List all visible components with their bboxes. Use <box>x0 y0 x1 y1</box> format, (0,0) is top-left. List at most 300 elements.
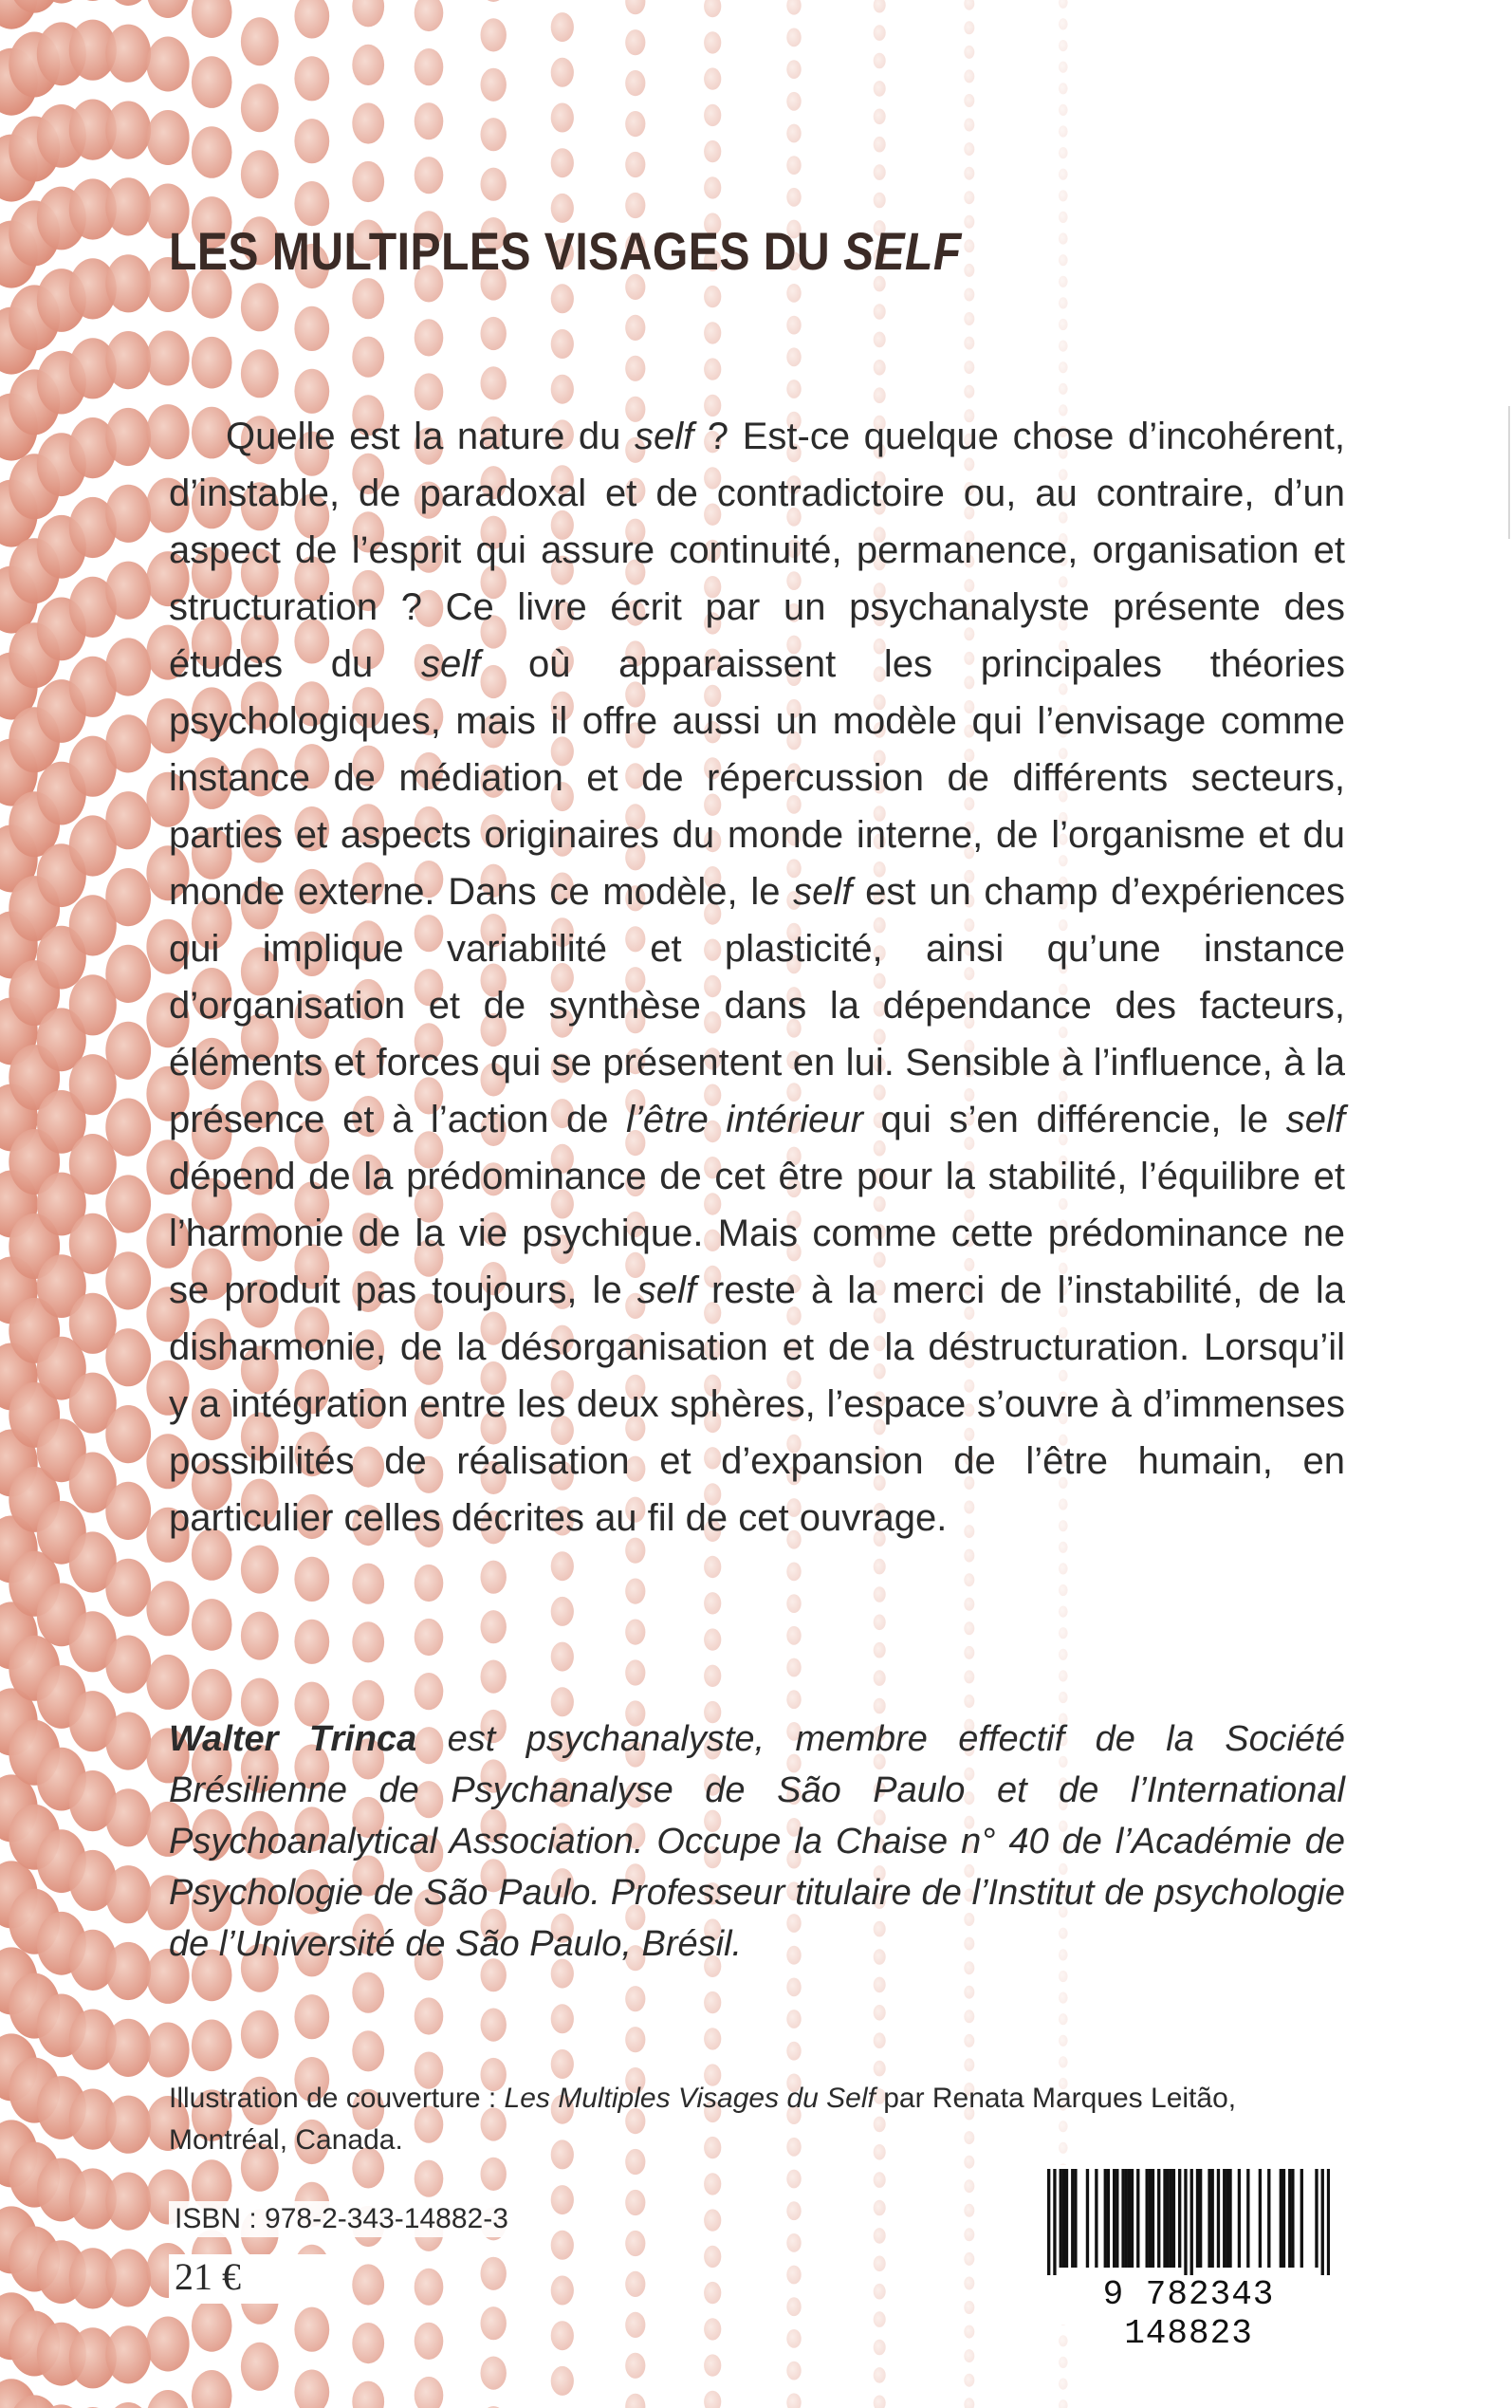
barcode-bar <box>1315 2169 1318 2268</box>
background-dot <box>1059 1992 1068 2004</box>
background-dot <box>786 92 801 111</box>
background-dot <box>551 284 574 313</box>
background-dot <box>105 1022 151 1080</box>
background-dot <box>551 1687 574 1716</box>
background-dot <box>964 2204 974 2217</box>
barcode-bar <box>1125 2169 1128 2268</box>
isbn: ISBN : 978-2-343-14882-3 <box>169 2201 514 2237</box>
barcode-bar <box>1238 2169 1241 2268</box>
background-dot <box>415 1619 444 1656</box>
barcode-bar <box>1267 2169 1270 2268</box>
background-dot <box>192 2300 232 2352</box>
background-dot <box>625 2312 645 2338</box>
background-dot <box>874 1977 886 1993</box>
background-dot <box>146 2317 189 2372</box>
background-dot <box>964 69 974 83</box>
background-dot <box>786 284 801 303</box>
background-dot <box>105 868 151 926</box>
background-dot <box>146 2023 189 2078</box>
barcode-bar <box>1327 2169 1330 2275</box>
background-dot <box>192 126 232 178</box>
background-dot <box>704 2028 721 2049</box>
barcode-bars <box>1047 2169 1330 2275</box>
background-dot <box>786 0 801 15</box>
summary-text <box>169 408 1345 1547</box>
background-dot <box>481 317 507 350</box>
background-dot <box>481 2158 507 2191</box>
background-dot <box>481 2257 507 2290</box>
background-dot <box>786 1626 801 1645</box>
barcode-digits: 9 782343 148823 <box>1102 2275 1275 2353</box>
background-dot <box>704 286 721 307</box>
background-dot <box>874 2256 886 2272</box>
background-dot <box>964 1549 974 1563</box>
background-dot <box>1059 169 1068 180</box>
summary-paragraph <box>169 408 1345 1547</box>
background-dot <box>105 408 151 466</box>
barcode-bar <box>1163 2169 1166 2268</box>
barcode-bar <box>1116 2169 1118 2268</box>
background-dot <box>704 1628 721 1650</box>
background-dot <box>1059 2357 1068 2368</box>
summary-segment: Quelle est la nature du <box>226 416 636 457</box>
background-dot <box>294 369 329 414</box>
summary-segment: où apparaissent les principales théories psychologiques, mais il offre aussi un modèle qui l’envisage comme instance de médiation et de répercussion de différents secteurs, parties et aspects originaires du monde interne, de l’organisme et du monde externe. Dans ce modèle, le <box>169 643 1345 913</box>
price: 21 € <box>169 2254 332 2304</box>
background-dot <box>625 1579 645 1604</box>
background-dot <box>1059 361 1068 373</box>
background-dot <box>874 1642 886 1658</box>
credit-place: Montréal, Canada. <box>169 2124 403 2156</box>
background-dot <box>964 167 974 180</box>
background-dot <box>704 1665 721 1687</box>
background-dot <box>294 2307 329 2352</box>
background-dot <box>146 0 189 18</box>
background-dot <box>105 1865 151 1923</box>
background-dot <box>704 2318 721 2340</box>
background-dot <box>964 2010 974 2023</box>
background-dot <box>625 152 645 177</box>
barcode-bar <box>1086 2169 1089 2268</box>
background-dot <box>1059 104 1068 116</box>
background-dot <box>415 48 444 85</box>
barcode-bar <box>1190 2169 1193 2275</box>
background-dot <box>294 2370 329 2408</box>
background-dot <box>146 2390 189 2408</box>
barcode-bar <box>1184 2169 1187 2275</box>
background-dot <box>105 714 151 772</box>
background-dot <box>786 316 801 335</box>
background-dot <box>625 193 645 218</box>
background-dot <box>1059 2056 1068 2067</box>
background-dot <box>964 119 974 132</box>
background-dot <box>625 111 645 137</box>
background-dot <box>192 1599 232 1651</box>
background-dot <box>481 168 507 201</box>
background-dot <box>105 1251 151 1309</box>
background-dot <box>192 2020 232 2072</box>
background-dot <box>625 0 645 14</box>
barcode-bar <box>1047 2169 1050 2275</box>
background-dot <box>352 1973 384 2013</box>
background-dot <box>481 68 507 102</box>
background-dot <box>241 2010 279 2059</box>
background-dot <box>481 118 507 151</box>
page-title <box>169 220 1189 282</box>
background-dot <box>352 2323 384 2363</box>
background-dot <box>625 1659 645 1685</box>
background-dot <box>294 1620 329 1664</box>
background-dot <box>874 1615 886 1631</box>
background-dot <box>874 1670 886 1686</box>
background-dot <box>625 356 645 381</box>
background-dot <box>704 1556 721 1578</box>
background-dot <box>874 2396 886 2408</box>
background-dot <box>704 2246 721 2268</box>
background-dot <box>105 177 151 235</box>
background-dot <box>874 1559 886 1575</box>
background-dot <box>105 1328 151 1386</box>
background-dot <box>352 0 384 27</box>
background-dot <box>69 0 117 1</box>
background-dot <box>1059 1606 1068 1618</box>
barcode-bar <box>1149 2169 1152 2268</box>
background-dot <box>105 638 151 695</box>
barcode-bar <box>1196 2169 1199 2268</box>
background-dot <box>625 1986 645 2011</box>
background-dot <box>786 124 801 143</box>
background-dot <box>352 1621 384 1662</box>
barcode-bar <box>1223 2169 1226 2268</box>
background-dot <box>1059 1670 1068 1681</box>
barcode-bar <box>1280 2169 1282 2268</box>
background-dot <box>704 322 721 343</box>
barcode-bar <box>1113 2169 1116 2268</box>
background-dot <box>625 1620 645 1645</box>
background-dot <box>786 2393 801 2408</box>
background-dot <box>786 2042 801 2061</box>
background-dot <box>704 67 721 89</box>
background-dot <box>964 1986 974 1999</box>
background-dot <box>625 2394 645 2408</box>
background-dot <box>964 2325 974 2339</box>
background-dot <box>105 1405 151 1463</box>
background-dot <box>1059 2013 1068 2025</box>
background-dot <box>415 1565 444 1602</box>
barcode-bar <box>1217 2169 1220 2268</box>
background-dot <box>241 150 279 198</box>
background-dot <box>704 2391 721 2408</box>
barcode-bar <box>1071 2169 1074 2268</box>
background-dot <box>964 2179 974 2193</box>
background-dot <box>1059 341 1068 352</box>
background-dot <box>481 2306 507 2340</box>
background-dot <box>105 1482 151 1540</box>
background-dot <box>105 1636 151 1694</box>
barcode <box>1040 2165 1337 2353</box>
barcode-bar <box>1300 2169 1303 2268</box>
background-dot <box>786 347 801 366</box>
background-dot <box>551 2185 574 2214</box>
background-dot <box>551 12 574 42</box>
background-dot <box>625 70 645 96</box>
background-dot <box>704 2354 721 2376</box>
background-dot <box>1059 297 1068 308</box>
summary-italic: self <box>421 643 481 685</box>
background-dot <box>964 2034 974 2047</box>
summary-segment: qui s’en différencie, le <box>862 1099 1286 1140</box>
background-dot <box>294 56 329 101</box>
barcode-bar <box>1136 2169 1139 2268</box>
background-dot <box>551 375 574 404</box>
background-dot <box>964 361 974 374</box>
background-dot <box>105 2325 151 2383</box>
background-dot <box>551 2049 574 2079</box>
background-dot <box>551 194 574 223</box>
background-dot <box>241 1612 279 1660</box>
barcode-bar <box>1282 2169 1285 2268</box>
background-dot <box>625 2027 645 2052</box>
background-dot <box>481 0 507 2</box>
background-dot <box>415 373 444 410</box>
background-dot <box>964 2301 974 2314</box>
background-dot <box>241 349 279 398</box>
credit-label: Illustration de couverture : <box>169 2083 505 2114</box>
background-dot <box>704 104 721 126</box>
background-dot <box>874 25 886 41</box>
background-dot <box>786 380 801 398</box>
background-dot <box>294 306 329 351</box>
background-dot <box>192 337 232 389</box>
barcode-bar <box>1095 2169 1097 2268</box>
background-dot <box>786 2170 801 2189</box>
background-dot <box>704 140 721 162</box>
background-dot <box>704 1991 721 2013</box>
background-dot <box>874 137 886 153</box>
background-dot <box>241 283 279 331</box>
summary-italic: self <box>636 1269 696 1311</box>
background-dot <box>786 1658 801 1677</box>
right-edge-mark <box>1508 406 1510 539</box>
background-dot <box>415 2160 444 2197</box>
background-dot <box>1059 319 1068 330</box>
barcode-bar <box>1074 2169 1077 2268</box>
background-dot <box>874 2200 886 2216</box>
background-dot <box>105 1712 151 1769</box>
background-dot <box>352 2381 384 2408</box>
author-name: Walter Trinca <box>169 1719 417 1759</box>
barcode-bar <box>1178 2169 1181 2268</box>
summary-italic: self <box>793 871 853 913</box>
background-dot <box>192 0 232 38</box>
background-dot <box>352 102 384 143</box>
barcode-bar <box>1199 2169 1202 2268</box>
background-dot <box>551 2231 574 2260</box>
background-dot <box>105 1788 151 1846</box>
background-dot <box>146 331 189 386</box>
background-dot <box>786 2297 801 2316</box>
background-dot <box>352 337 384 378</box>
background-dot <box>1059 62 1068 73</box>
background-dot <box>874 2228 886 2244</box>
background-dot <box>704 358 721 380</box>
background-dot <box>481 2357 507 2390</box>
background-dot <box>352 161 384 202</box>
background-dot <box>415 0 444 31</box>
background-dot <box>874 193 886 209</box>
background-dot <box>786 28 801 47</box>
background-dot <box>964 2252 974 2266</box>
background-dot <box>704 176 721 198</box>
background-dot <box>874 81 886 97</box>
background-dot <box>415 2377 444 2408</box>
background-dot <box>964 1670 974 1683</box>
background-dot <box>551 2366 574 2396</box>
background-dot <box>415 1997 444 2034</box>
background-dot <box>481 2009 507 2042</box>
background-dot <box>105 2096 151 2154</box>
background-dot <box>1059 40 1068 51</box>
background-dot <box>481 18 507 51</box>
background-dot <box>1059 1563 1068 1574</box>
background-dot <box>704 2209 721 2231</box>
background-dot <box>964 21 974 34</box>
summary-segment: dépend de la prédominance de cet être pour la stabilité, l’équilibre et l’harmonie de la vie psychique. Mais comme cette prédominance ne se produit pas toujours, le <box>169 1156 1345 1311</box>
background-dot <box>786 2329 801 2348</box>
background-dot <box>625 29 645 55</box>
background-dot <box>105 2173 151 2231</box>
barcode-bar <box>1166 2169 1169 2268</box>
background-dot <box>146 1581 189 1636</box>
background-dot <box>352 45 384 85</box>
background-dot <box>105 102 151 159</box>
background-dot <box>874 0 886 13</box>
background-dot <box>786 2362 801 2380</box>
background-dot <box>105 25 151 83</box>
background-dot <box>415 157 444 194</box>
credit-artist: par Renata Marques Leitão, <box>875 2083 1237 2114</box>
background-dot <box>964 0 974 10</box>
background-dot <box>551 329 574 359</box>
background-dot <box>105 2019 151 2077</box>
background-dot <box>964 2058 974 2071</box>
background-dot <box>551 103 574 133</box>
background-dot <box>964 1621 974 1635</box>
title-main: LES MULTIPLES VISAGES DU <box>169 221 843 281</box>
barcode-bar <box>1321 2169 1324 2275</box>
background-dot <box>874 2032 886 2048</box>
background-dot <box>964 1573 974 1586</box>
background-dot <box>481 1660 507 1694</box>
barcode-bar <box>1211 2169 1214 2268</box>
background-dot <box>146 37 189 92</box>
summary-italic: self <box>635 416 694 457</box>
background-dot <box>1059 2035 1068 2047</box>
background-dot <box>786 2201 801 2220</box>
barcode-bar <box>1228 2169 1231 2268</box>
summary-italic: l’être intérieur <box>626 1099 863 1140</box>
background-dot <box>964 1695 974 1708</box>
background-dot <box>105 485 151 543</box>
background-dot <box>964 2277 974 2290</box>
background-dot <box>105 1559 151 1617</box>
background-dot <box>105 945 151 1003</box>
background-dot <box>146 1655 189 1710</box>
background-dot <box>874 53 886 69</box>
background-dot <box>352 1564 384 1604</box>
barcode-bar <box>1170 2169 1172 2268</box>
barcode-bar <box>1062 2169 1065 2268</box>
background-dot <box>874 360 886 376</box>
background-dot <box>874 2284 886 2300</box>
background-dot <box>294 119 329 163</box>
background-dot <box>704 0 721 17</box>
summary-segment: reste à la merci de l’instabilité, de la disharmonie, de la désorganisation et de la déstructuration. Lorsqu’il y a intégration entre les deux sphères, l’espace s’ouvre à d’immenses possibilités de réalisation et d’expansion de l’être humain, en particulier celles décrites au fil de cet ouvrage. <box>169 1269 1345 1539</box>
background-dot <box>964 2374 974 2387</box>
illustration-credit <box>169 2078 1355 2161</box>
background-dot <box>786 188 801 207</box>
background-dot <box>415 2323 444 2360</box>
background-dot <box>786 1690 801 1709</box>
background-dot <box>964 337 974 350</box>
background-dot <box>294 0 329 39</box>
background-dot <box>241 17 279 65</box>
background-dot <box>551 1642 574 1672</box>
background-dot <box>352 2264 384 2305</box>
barcode-bar <box>1131 2169 1134 2268</box>
background-dot <box>105 331 151 389</box>
barcode-bar <box>1259 2169 1262 2268</box>
background-dot <box>551 1597 574 1626</box>
background-dot <box>352 2030 384 2071</box>
background-dot <box>105 562 151 620</box>
background-dot <box>625 2231 645 2256</box>
barcode-bar <box>1107 2169 1110 2268</box>
background-dot <box>415 319 444 356</box>
background-dot <box>241 83 279 132</box>
background-dot <box>551 2276 574 2306</box>
background-dot <box>874 1698 886 1714</box>
barcode-bar <box>1104 2169 1107 2268</box>
barcode-bar <box>1121 2169 1124 2268</box>
background-dot <box>964 191 974 204</box>
barcode-bar <box>1065 2169 1068 2268</box>
background-dot <box>786 1563 801 1582</box>
background-dot <box>1059 190 1068 201</box>
background-dot <box>625 2353 645 2379</box>
background-dot <box>294 1994 329 2039</box>
background-dot <box>964 1646 974 1659</box>
background-dot <box>786 1594 801 1613</box>
background-dot <box>481 366 507 399</box>
background-dot <box>1059 83 1068 94</box>
background-dot <box>964 94 974 107</box>
barcode-bar <box>1246 2169 1249 2268</box>
background-dot <box>1059 1649 1068 1660</box>
background-dot <box>625 315 645 341</box>
background-dot <box>964 288 974 302</box>
background-dot <box>874 332 886 348</box>
background-dot <box>1059 1584 1068 1596</box>
barcode-bar <box>1053 2169 1056 2275</box>
background-dot <box>786 2233 801 2252</box>
background-dot <box>874 2005 886 2021</box>
background-dot <box>551 58 574 87</box>
background-dot <box>1059 1627 1068 1639</box>
background-dot <box>874 387 886 403</box>
background-dot <box>1059 125 1068 137</box>
author-bio-text: est psychanalyste, membre effectif de la Société Brésilienne de Psychanalyse de São Paulo et de l’International Psychoanalytical Association. Occupe la Chaise n° 40 de l’Académie de Psychologie de São Paulo. Professeur titulaire de l’Institut de psychologie de l’Université de São Paulo, Brésil. <box>169 1719 1345 1964</box>
